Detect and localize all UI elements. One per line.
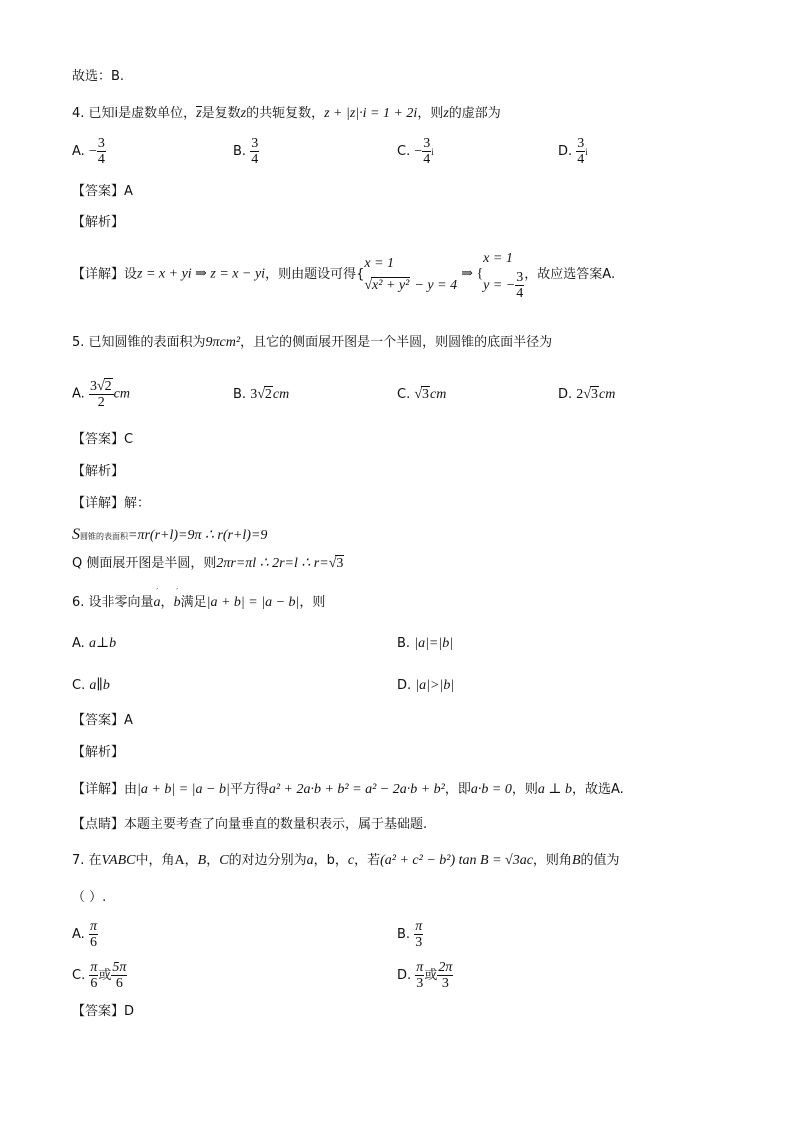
- q6-square-eq: a² + 2a·b + b² = a² − 2a·b + b²: [268, 782, 445, 797]
- coef: 2: [576, 387, 584, 402]
- option-label: B.: [397, 927, 411, 942]
- q4-stem-text-c: 的共轭复数，: [246, 106, 325, 121]
- q6-option-d: D. |a|>|b|: [397, 678, 455, 693]
- denominator: 4: [97, 152, 105, 167]
- option-label: D.: [558, 387, 573, 402]
- system-row: x = 1: [483, 251, 513, 266]
- fraction: [111, 960, 127, 991]
- option-label: A.: [72, 927, 85, 942]
- denominator: 6: [115, 976, 123, 991]
- implies-sign: ⇒ {: [461, 266, 484, 282]
- coef: 3: [250, 387, 258, 402]
- fraction: [437, 960, 453, 991]
- q4-conj-z: z: [196, 106, 202, 121]
- denominator: 4: [577, 152, 585, 167]
- numerator: 2π: [438, 960, 453, 975]
- q7-option-c: [72, 960, 127, 991]
- numerator: π: [89, 919, 97, 934]
- system-row-rest: − y = 4: [414, 277, 458, 293]
- q4-detail-text-a: 【详解】设: [72, 267, 138, 282]
- unit-cm: cm: [272, 387, 290, 402]
- q5-formula-2: Q 侧面展开图是半圆，则2πr=πl ∴ 2r=l ∴ r=√3: [72, 556, 344, 571]
- sqrt-content: 3: [336, 556, 344, 571]
- q6-answer: 【答案】A: [72, 713, 133, 728]
- q7-stem-text-c: ，: [184, 853, 198, 868]
- q4-option-a: [72, 136, 106, 167]
- equation-system-1: [364, 253, 457, 297]
- numerator: π: [90, 960, 98, 975]
- q4-detail-text-b: ，则由题设可得{: [265, 267, 365, 282]
- parallel-sign: ∥: [96, 678, 103, 693]
- option-label: A.: [72, 386, 85, 402]
- q4-z-2: z: [443, 106, 449, 121]
- denominator: 6: [90, 976, 98, 991]
- q7-stem-text-h: 的值为: [580, 853, 620, 868]
- q7-stem-text-f: ，若: [354, 853, 381, 868]
- q4-stem-text-d: ，则: [417, 106, 444, 121]
- q5-option-d: D. 2√3cm: [558, 387, 616, 402]
- or-word: 或: [98, 968, 112, 983]
- formula-text: Q 侧面展开图是半圆，则: [72, 556, 217, 571]
- numerator: π: [415, 919, 423, 934]
- vector-symbol: a: [153, 595, 161, 610]
- q5-formula-1: [72, 527, 267, 543]
- system-row: [483, 270, 524, 301]
- q6-stem-text-c: 满足: [180, 595, 207, 610]
- surface-area-symbol: S: [72, 526, 80, 543]
- surface-area-subscript: 圆锥的表面积: [80, 532, 128, 541]
- q4-answer: 【答案】A: [72, 184, 133, 199]
- option-label: B.: [233, 144, 247, 159]
- equation-system-2: [483, 248, 524, 301]
- imag-unit: i: [585, 147, 588, 157]
- q7-stem-text-c2: ，: [206, 853, 220, 868]
- sqrt-content: 3: [590, 387, 598, 402]
- q7-stem-text-b: 中，角: [135, 853, 175, 868]
- option-label: B.: [397, 636, 411, 651]
- q7-paren: （ ）.: [72, 890, 107, 905]
- q6-detail-text-d: ，则: [511, 782, 538, 797]
- q4-stem-text-b: 是复数: [201, 106, 241, 121]
- greater-sign: >: [430, 678, 440, 693]
- unit-cm: cm: [430, 387, 447, 402]
- q5-area: 9πcm²: [205, 335, 241, 350]
- q6-detail: 【详解】由|a + b| = |a − b|平方得a² + 2a·b + b² = a² − 2a·b + b²，即a·b = 0，则a ⊥ b，故选A.: [72, 782, 624, 797]
- equals-sign: =: [428, 636, 439, 651]
- question-5-stem: [72, 336, 552, 350]
- fraction: [422, 136, 431, 167]
- fraction: [515, 270, 524, 301]
- q6-note: 【点睛】本题主要考查了向量垂直的数量积表示，属于基础题.: [72, 817, 428, 832]
- fraction: [89, 378, 114, 410]
- denominator: 6: [89, 935, 97, 950]
- denominator: 2: [97, 395, 105, 410]
- q6-detail-text-e: ，故选A.: [572, 782, 624, 797]
- denominator: 4: [251, 152, 259, 167]
- angle-b: B: [197, 853, 207, 868]
- q4-detail: [72, 248, 615, 301]
- text-line: 故选：B.: [72, 69, 125, 84]
- q7-stem-text-g: ，则角: [532, 853, 572, 868]
- numerator: 3: [97, 136, 105, 151]
- sqrt-content: 2: [104, 379, 112, 394]
- sqrt-content: 3: [422, 387, 430, 402]
- q4-option-d: [558, 136, 588, 167]
- numerator: 3: [516, 270, 524, 285]
- q4-option-c: [397, 136, 434, 167]
- q7-stem-text-e: ，b，: [313, 853, 348, 868]
- vector-symbol: b: [109, 636, 117, 651]
- numerator: 3: [251, 136, 259, 151]
- vector-symbol: b: [173, 595, 181, 610]
- q6-detail-text-c: ，即: [444, 782, 471, 797]
- option-label: C.: [72, 678, 86, 693]
- angle-c: C: [219, 853, 229, 868]
- q5-answer: 【答案】C: [72, 432, 134, 447]
- q5-detail: 【详解】解：: [72, 496, 151, 511]
- q5-option-c: C. √3cm: [397, 387, 447, 402]
- angle-a: A: [174, 853, 185, 868]
- side-a: a: [306, 853, 314, 868]
- vector-symbol: b: [443, 678, 451, 693]
- option-label: D.: [397, 968, 412, 983]
- system-row-y: y = −: [483, 278, 516, 293]
- q7-stem-text-d: 的对边分别为: [228, 853, 307, 868]
- option-label: C.: [72, 968, 86, 983]
- q4-stem-text-e: 的虚部为: [448, 106, 501, 121]
- unit-cm: cm: [113, 386, 130, 402]
- q5-analysis-label: 【解析】: [72, 464, 125, 479]
- q6-option-a: [72, 637, 116, 651]
- vector-symbol: b: [102, 678, 110, 693]
- numerator: 5π: [112, 960, 127, 975]
- formula: 2πr=πl ∴ 2r=l ∴ r=: [216, 556, 329, 571]
- denominator: 3: [415, 935, 423, 950]
- denominator: 4: [516, 286, 524, 301]
- minus-sign: −: [414, 144, 423, 159]
- option-label: C.: [397, 144, 411, 159]
- vector-symbol: a: [418, 636, 426, 651]
- vector-b: ˊ b: [173, 587, 181, 610]
- unit-cm: cm: [598, 387, 616, 402]
- imag-unit: i: [431, 147, 434, 157]
- fraction: [250, 136, 259, 167]
- q6-detail-text-b: 平方得: [229, 782, 269, 797]
- q5-option-b: B. 3√2cm: [233, 387, 290, 402]
- option-label: A.: [72, 636, 85, 651]
- q7-option-b: [397, 919, 423, 950]
- fraction: [97, 136, 106, 167]
- system-row: x = 1: [364, 255, 395, 271]
- fraction: [576, 136, 585, 167]
- or-word: 或: [424, 968, 438, 983]
- q5-stem-text-b: ，且它的侧面展开图是一个半圆，则圆锥的底面半径为: [240, 335, 553, 350]
- question-7-stem: [72, 854, 620, 868]
- q4-detail-text-c: ，故应选答案A.: [524, 267, 616, 282]
- system-row: √x² + y² − y = 4: [364, 277, 458, 293]
- denominator: 3: [441, 976, 449, 991]
- vector-symbol: b: [442, 636, 450, 651]
- numerator: π: [416, 960, 424, 975]
- q4-stem-text-a: 4. 已知i是虚数单位，: [72, 106, 197, 121]
- perp-sign: ⊥: [95, 636, 110, 651]
- q7-stem-text-a: 7. 在: [72, 853, 102, 868]
- vector-symbol: a: [419, 678, 427, 693]
- formula: =πr(r+l)=9π ∴ r(r+l)=9: [128, 528, 268, 543]
- fraction: [415, 960, 424, 991]
- side-c: c: [347, 853, 355, 868]
- option-label: D.: [558, 144, 573, 159]
- question-4-stem: [72, 106, 501, 121]
- numerator: 3: [577, 136, 585, 151]
- option-label: D.: [397, 678, 412, 693]
- vector-a: ˊ a: [153, 587, 161, 610]
- numerator: 3: [423, 136, 431, 151]
- numerator: 3√2: [89, 379, 112, 394]
- denominator: 3: [416, 976, 424, 991]
- q4-option-b: [233, 136, 259, 167]
- q5-stem-text-a: 5. 已知圆锥的表面积为: [72, 335, 206, 350]
- q7-triangle: VABC: [101, 853, 136, 868]
- q7-option-a: [72, 919, 98, 950]
- option-label: B.: [233, 387, 247, 402]
- fraction: [89, 919, 98, 950]
- q4-equation: z + |z|·i = 1 + 2i: [324, 106, 418, 121]
- q6-stem-text-d: ，则: [299, 595, 326, 610]
- q4-z: z: [240, 106, 247, 121]
- sqrt-content: 2: [264, 387, 272, 402]
- fraction: [414, 919, 423, 950]
- q4-detail-eq: z = x + yi ⇒ z = x − yi: [137, 266, 266, 282]
- q6-option-b: B. |a|=|b|: [397, 636, 454, 651]
- option-label: A.: [72, 144, 85, 159]
- q4-analysis-label: 【解析】: [72, 215, 125, 230]
- q7-equation: (a² + c² − b²) tan B = √3ac: [380, 853, 533, 868]
- denominator: 4: [423, 152, 431, 167]
- q6-condition: |a + b| = |a − b|: [206, 595, 300, 610]
- q6-detail-text-a: 【详解】由: [72, 782, 138, 797]
- minus-sign: −: [88, 144, 97, 159]
- coef: 3: [89, 379, 97, 394]
- q6-option-c: [72, 679, 110, 693]
- angle-b-2: B: [571, 853, 581, 868]
- q7-answer: 【答案】D: [72, 1004, 135, 1019]
- vector-symbol: a: [89, 678, 97, 693]
- q5-option-a: [72, 378, 130, 410]
- vector-symbol: a: [88, 636, 96, 651]
- q7-option-d: [397, 960, 453, 991]
- q6-perp: a ⊥ b: [537, 782, 573, 797]
- q6-stem-text-a: 6. 设非零向量: [72, 595, 154, 610]
- question-6-stem: [72, 587, 326, 610]
- option-label: C.: [397, 387, 411, 402]
- sqrt-content: x² + y²: [372, 277, 410, 293]
- q6-stem-text-b: ，: [160, 595, 174, 610]
- q6-dot-zero: a·b = 0: [470, 782, 512, 797]
- q6-analysis-label: 【解析】: [72, 745, 125, 760]
